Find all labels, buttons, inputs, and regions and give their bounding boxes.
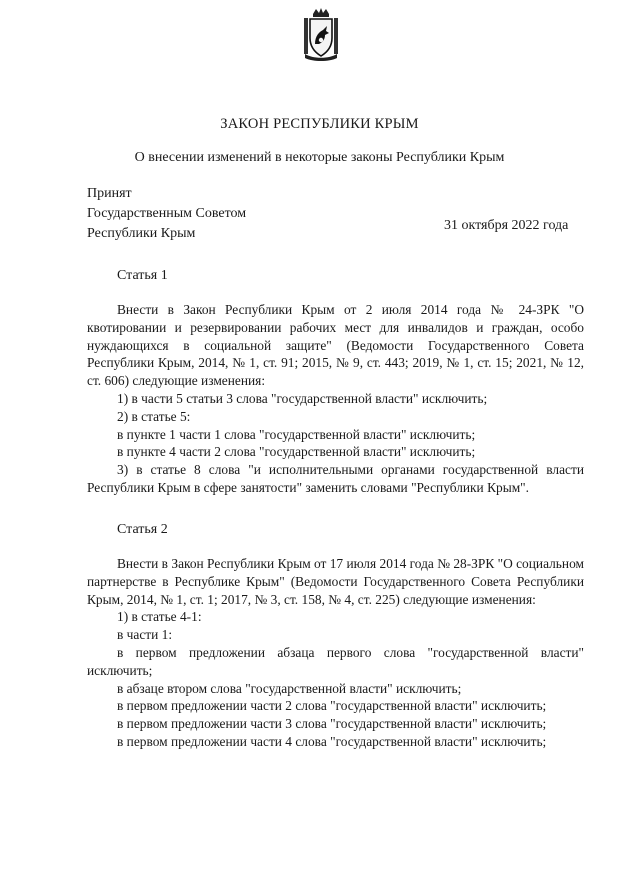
article-2-line: в первом предложении части 2 слова "государственной власти" исключить; <box>117 698 547 714</box>
article-1-body <box>87 301 584 497</box>
article-2-line: 1) в статье 4-1: <box>117 609 202 625</box>
adopted-line-3: Республики Крым <box>87 226 196 241</box>
article-2-heading: Статья 2 <box>117 522 168 537</box>
adoption-block <box>87 184 246 244</box>
article-2-line: в первом предложении абзаца первого слова "государственной власти" исключить; <box>87 644 584 678</box>
document-title: ЗАКОН РЕСПУБЛИКИ КРЫМ <box>220 116 419 132</box>
article-1-line: 1) в части 5 статьи 3 слова "государственной власти" исключить; <box>117 390 488 406</box>
article-2-line: Внести в Закон Республики Крым от 17 июля 2014 года № 28-ЗРК "О социальном партнерстве в Республике Крым" (Ведомости Государственного Совета Республики Крым, 2014, № 1, ст. 1; 2017, № 3, ст. 158, № 4, ст. 225) следующие изменения: <box>87 556 584 607</box>
article-2-line: в части 1: <box>117 627 173 643</box>
article-1-heading: Статья 1 <box>117 268 168 283</box>
adoption-date: 31 октября 2022 года <box>444 218 569 233</box>
article-2-body <box>87 555 584 751</box>
adopted-line-1: Принят <box>87 186 132 201</box>
article-1-line: в пункте 1 части 1 слова "государственной власти" исключить; <box>117 426 476 442</box>
crimea-coat-of-arms-icon <box>301 8 341 62</box>
article-1-line: Внести в Закон Республики Крым от 2 июля 2014 года № 24-ЗРК "О квотировании и резервировании рабочих мест для инвалидов и граждан, особо нуждающихся в социальной защите" (Ведомости Государственного Совета Республики Крым, 2014, № 1, ст. 91; 2015, № 9, ст. 443; 2019, № 1, ст. 15; 2021, № 12, ст. 606) следующие изменения: <box>87 302 584 389</box>
article-1-line: в пункте 4 части 2 слова "государственной власти" исключить; <box>117 444 476 460</box>
article-2-line: в первом предложении части 4 слова "государственной власти" исключить; <box>117 733 547 749</box>
adopted-line-2: Государственным Советом <box>87 206 247 221</box>
article-2-line: в первом предложении части 3 слова "государственной власти" исключить; <box>117 716 547 732</box>
article-1-line: 3) в статье 8 слова "и исполнительными органами государственной власти Республики Крым в сфере занятости" заменить словами "Республики Крым". <box>87 462 584 495</box>
article-1-line: 2) в статье 5: <box>117 408 191 424</box>
article-2-line: в абзаце втором слова "государственной власти" исключить; <box>117 680 462 696</box>
document-subtitle: О внесении изменений в некоторые законы Республики Крым <box>134 150 505 165</box>
